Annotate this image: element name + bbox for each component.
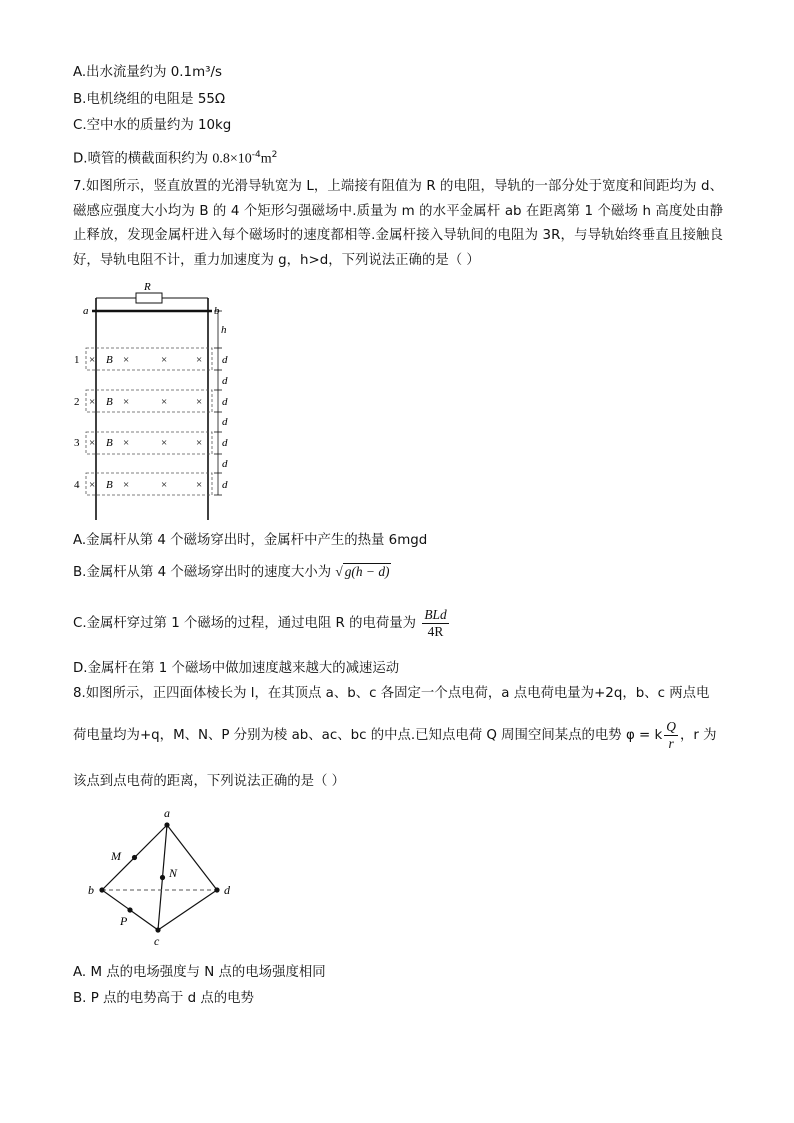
q7-fig-cross: × <box>196 479 203 491</box>
q6-option-d-prefix: D.喷管的横截面积约为 <box>73 151 213 167</box>
q7-fig-field-label: B <box>106 354 113 366</box>
q7-fig-d-label: d <box>222 437 228 449</box>
q8-fig-label-c: c <box>154 934 160 948</box>
q7-option-b-radicand: g(h − d) <box>344 564 390 579</box>
q8-option-a: A. M 点的电场强度与 N 点的电场强度相同 <box>73 965 326 980</box>
q7-fig-field-label: B <box>106 479 113 491</box>
q7-fig-d-label: d <box>222 458 228 470</box>
q8-option-b: B. P 点的电势高于 d 点的电势 <box>73 991 254 1006</box>
q8-fraction-numerator: Q <box>666 718 676 734</box>
q7-fig-d-label: d <box>222 416 228 428</box>
q8-stem-line2-suffix: ，r 为 <box>679 728 717 743</box>
q7-figure <box>74 280 238 520</box>
q7-fig-cross: × <box>161 437 168 449</box>
q8-figure <box>80 805 270 955</box>
q6-option-c: C.空中水的质量约为 10kg <box>73 118 232 133</box>
q7-fig-cross: × <box>123 437 130 449</box>
q7-option-c-fraction <box>422 607 448 640</box>
q8-stem-line3: 该点到点电荷的距离，下列说法正确的是（ ） <box>73 774 346 789</box>
q8-stem-line2-prefix: 荷电量均为+q，M、N、P 分别为棱 ab、ac、bc 的中点.已知点电荷 Q 周围空间某点的电势 φ = k <box>73 728 663 743</box>
q7-fig-cross: × <box>196 354 203 366</box>
q7-fig-field-label: B <box>106 437 113 449</box>
q7-option-c-denominator: 4R <box>427 623 444 639</box>
q7-fig-cross: × <box>196 437 203 449</box>
q6-option-d <box>73 146 277 168</box>
q7-fig-h-label: h <box>221 324 227 336</box>
q8-fig-label-m: M <box>111 849 121 863</box>
q7-option-b <box>73 563 391 582</box>
q7-fig-cross: × <box>89 354 96 366</box>
q8-fig-label-d: d <box>224 883 230 897</box>
q6-option-d-value: 0.8×10 <box>212 151 252 167</box>
q8-fig-label-b: b <box>88 883 94 897</box>
q8-fig-label-n: N <box>169 866 178 880</box>
q7-option-b-sqrt: √ g(h − d) <box>335 564 390 579</box>
q7-option-c-numerator: BLd <box>424 606 447 622</box>
q8-fig-label-p: P <box>120 914 128 928</box>
q8-fraction-denominator: r <box>668 735 674 751</box>
q7-fig-cross: × <box>196 396 203 408</box>
q6-option-b: B.电机绕组的电阻是 55Ω <box>73 92 226 107</box>
q7-fig-cross: × <box>89 396 96 408</box>
q7-fig-field-2-number: 2 <box>74 396 80 408</box>
q6-option-d-unit: m <box>260 151 272 167</box>
q7-fig-d-label: d <box>222 375 228 387</box>
q8-stem-line2 <box>73 718 716 754</box>
q7-fig-field-label: B <box>106 396 113 408</box>
q7-option-b-prefix: B.金属杆从第 4 个磁场穿出时的速度大小为 <box>73 565 336 580</box>
q7-fig-label-b: b <box>214 305 220 317</box>
q7-fig-cross: × <box>161 396 168 408</box>
q7-fig-cross: × <box>161 354 168 366</box>
q7-fig-cross: × <box>123 396 130 408</box>
q7-fig-field-3-number: 3 <box>74 437 80 449</box>
q8-stem-line1: 8.如图所示，正四面体棱长为 l，在其顶点 a、b、c 各固定一个点电荷，a 点电荷电量为+2q，b、c 两点电 <box>73 686 710 701</box>
q7-fig-cross: × <box>123 479 130 491</box>
q7-fig-cross: × <box>89 479 96 491</box>
q7-stem: 7.如图所示，竖直放置的光滑导轨宽为 L，上端接有阻值为 R 的电阻，导轨的一部分处于宽度和间距均为 d、磁感应强度大小均为 B 的 4 个矩形匀强磁场中.质量为 m 的水平金属杆 ab 在距离第 1 个磁场 h 高度处由静止释放，发现金属杆进入每个磁场时的速度都相等.金属杆接入导轨间的电阻为 3R，与导轨始终垂直且接触良好，导轨电阻不计，重力加速度为 g，h>d，下列说法正确的是（ ） <box>73 179 723 268</box>
q7-fig-d-label: d <box>222 354 228 366</box>
q7-fig-label-a: a <box>83 305 89 317</box>
q7-option-a: A.金属杆从第 4 个磁场穿出时，金属杆中产生的热量 6mgd <box>73 533 428 548</box>
q7-fig-d-label: d <box>222 396 228 408</box>
q7-fig-field-1-number: 1 <box>74 354 80 366</box>
q7-fig-cross: × <box>123 354 130 366</box>
q7-fig-resistor-label: R <box>144 281 151 293</box>
q7-fig-d-label: d <box>222 479 228 491</box>
q6-option-a: A.出水流量约为 0.1m³/s <box>73 65 222 80</box>
q8-potential-fraction <box>664 719 678 752</box>
q6-option-d-unit-exp: 2 <box>271 150 278 160</box>
q8-fig-label-a: a <box>164 806 170 820</box>
q7-option-d: D.金属杆在第 1 个磁场中做加速度越来越大的减速运动 <box>73 661 400 676</box>
q7-option-c <box>73 606 451 642</box>
q7-fig-cross: × <box>161 479 168 491</box>
q7-fig-field-4-number: 4 <box>74 479 80 491</box>
q7-option-c-prefix: C.金属杆穿过第 1 个磁场的过程，通过电阻 R 的电荷量为 <box>73 616 421 631</box>
q7-fig-cross: × <box>89 437 96 449</box>
q6-option-d-exp: -4 <box>251 150 261 160</box>
